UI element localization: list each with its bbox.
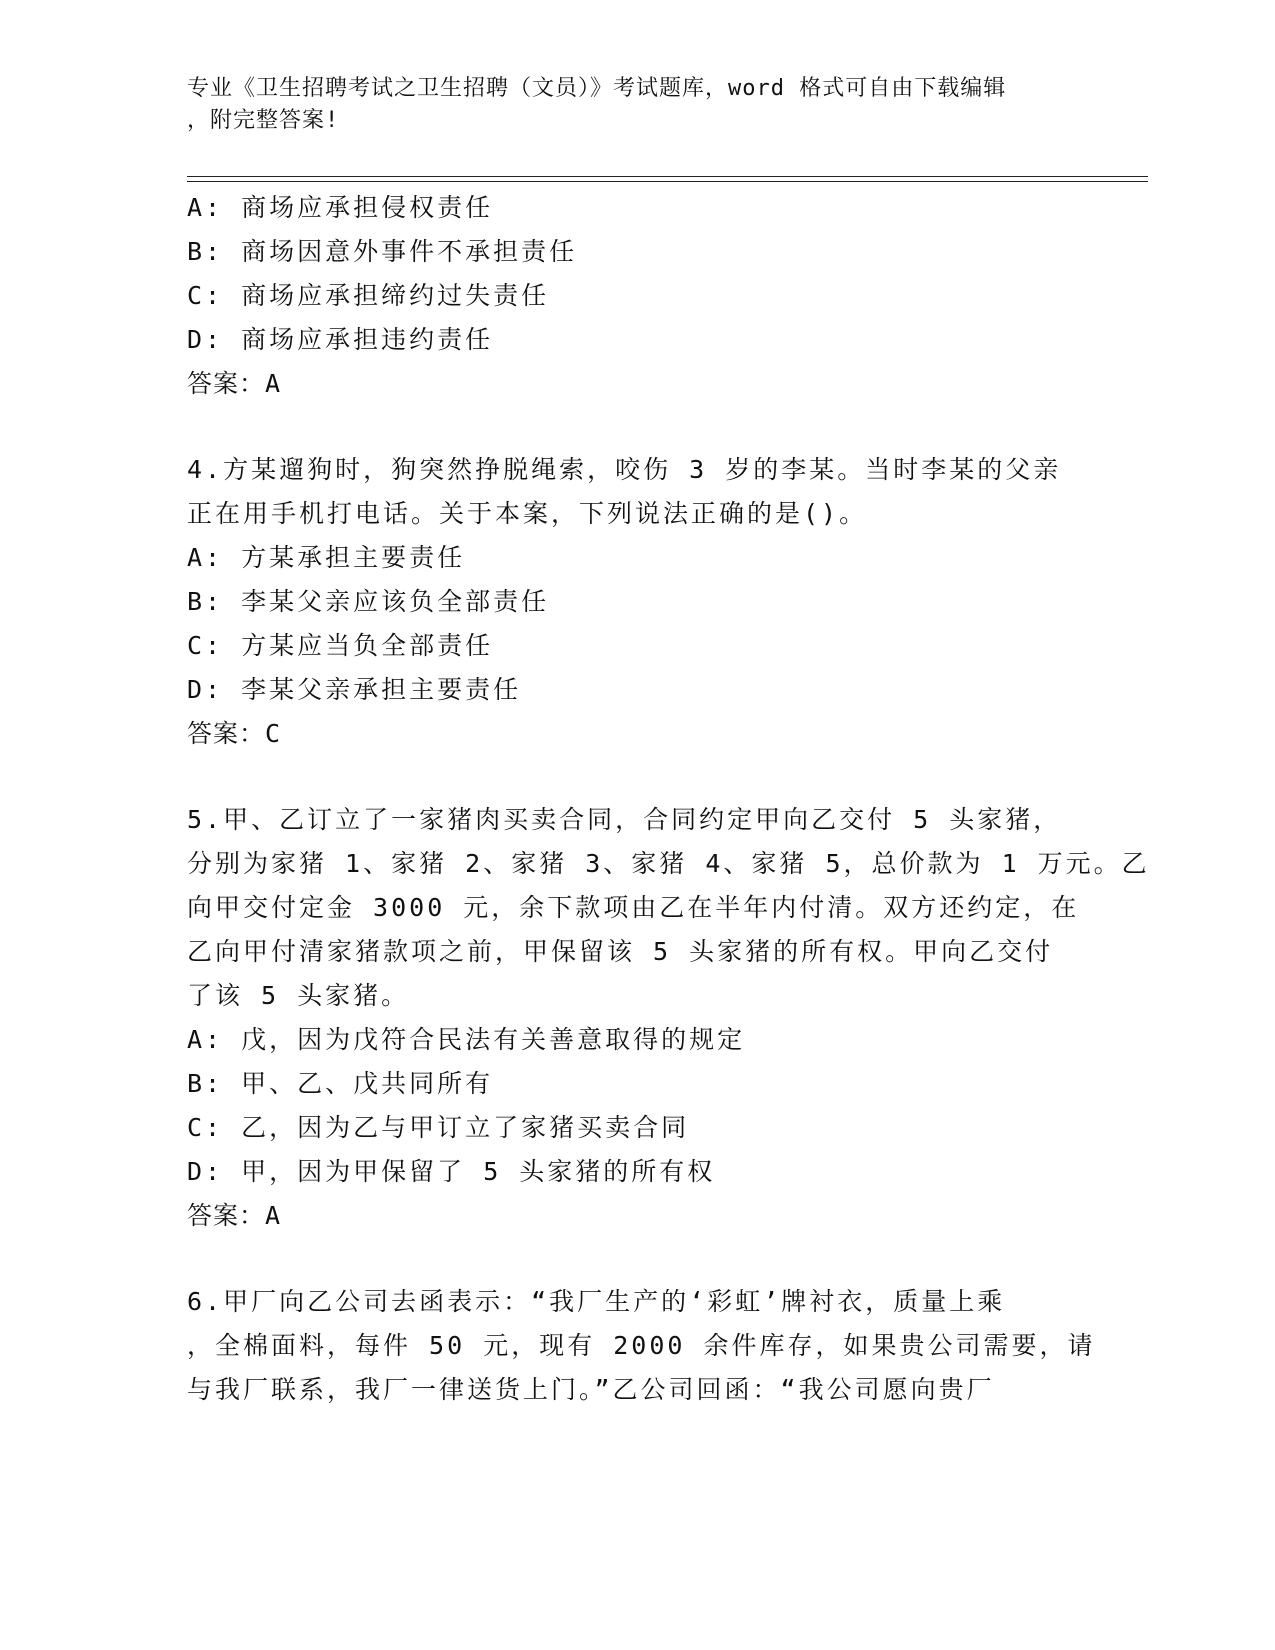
q5-stem-line-4: 乙向甲付清家猪款项之前，甲保留该 5 头家猪的所有权。甲向乙交付 (187, 937, 1054, 966)
q5-answer: 答案：A (187, 1201, 282, 1230)
q3-option-b: B: 商场因意外事件不承担责任 (187, 237, 578, 266)
q6-stem-line-2: ，全棉面料，每件 50 元，现有 2000 余件库存，如果贵公司需要，请 (187, 1331, 1096, 1360)
q5-option-b: B: 甲、乙、戊共同所有 (187, 1069, 494, 1098)
q4-option-d: D: 李某父亲承担主要责任 (187, 675, 522, 704)
q3-option-d: D: 商场应承担违约责任 (187, 325, 494, 354)
q6-stem-line-3: 与我厂联系，我厂一律送货上门。”乙公司回函：“我公司愿向贵厂 (187, 1375, 995, 1404)
q5-option-a: A: 戊，因为戊符合民法有关善意取得的规定 (187, 1025, 746, 1054)
q6-stem-line-1: 6.甲厂向乙公司去函表示：“我厂生产的‘彩虹’牌衬衣，质量上乘 (187, 1287, 1006, 1316)
header-line-2: ，附完整答案! (187, 108, 340, 133)
q3-answer: 答案：A (187, 369, 282, 398)
q4-option-c: C: 方某应当负全部责任 (187, 631, 494, 660)
q5-stem-line-5: 了该 5 头家猪。 (187, 981, 410, 1010)
header-line-1: 专业《卫生招聘考试之卫生招聘（文员）》考试题库，word 格式可自由下载编辑 (187, 76, 1007, 101)
q5-stem-line-3: 向甲交付定金 3000 元，余下款项由乙在半年内付清。双方还约定，在 (187, 893, 1080, 922)
q3-option-c: C: 商场应承担缔约过失责任 (187, 281, 550, 310)
q3-option-a: A: 商场应承担侵权责任 (187, 193, 494, 222)
q4-stem-line-1: 4.方某遛狗时，狗突然挣脱绳索，咬伤 3 岁的李某。当时李某的父亲 (187, 455, 1062, 484)
q5-stem-line-1: 5.甲、乙订立了一家猪肉买卖合同，合同约定甲向乙交付 5 头家猪， (187, 805, 1062, 834)
q4-answer: 答案：C (187, 719, 282, 748)
document-header (187, 73, 1087, 137)
q4-option-b: B: 李某父亲应该负全部责任 (187, 587, 550, 616)
q4-stem-line-2: 正在用手机打电话。关于本案，下列说法正确的是()。 (187, 499, 868, 528)
header-divider-bottom (187, 181, 1148, 182)
q5-option-d: D: 甲，因为甲保留了 5 头家猪的所有权 (187, 1157, 716, 1186)
header-divider-top (187, 176, 1148, 177)
q4-option-a: A: 方某承担主要责任 (187, 543, 466, 572)
q5-option-c: C: 乙，因为乙与甲订立了家猪买卖合同 (187, 1113, 690, 1142)
q5-stem-line-2: 分别为家猪 1、家猪 2、家猪 3、家猪 4、家猪 5，总价款为 1 万元。乙 (187, 849, 1150, 878)
